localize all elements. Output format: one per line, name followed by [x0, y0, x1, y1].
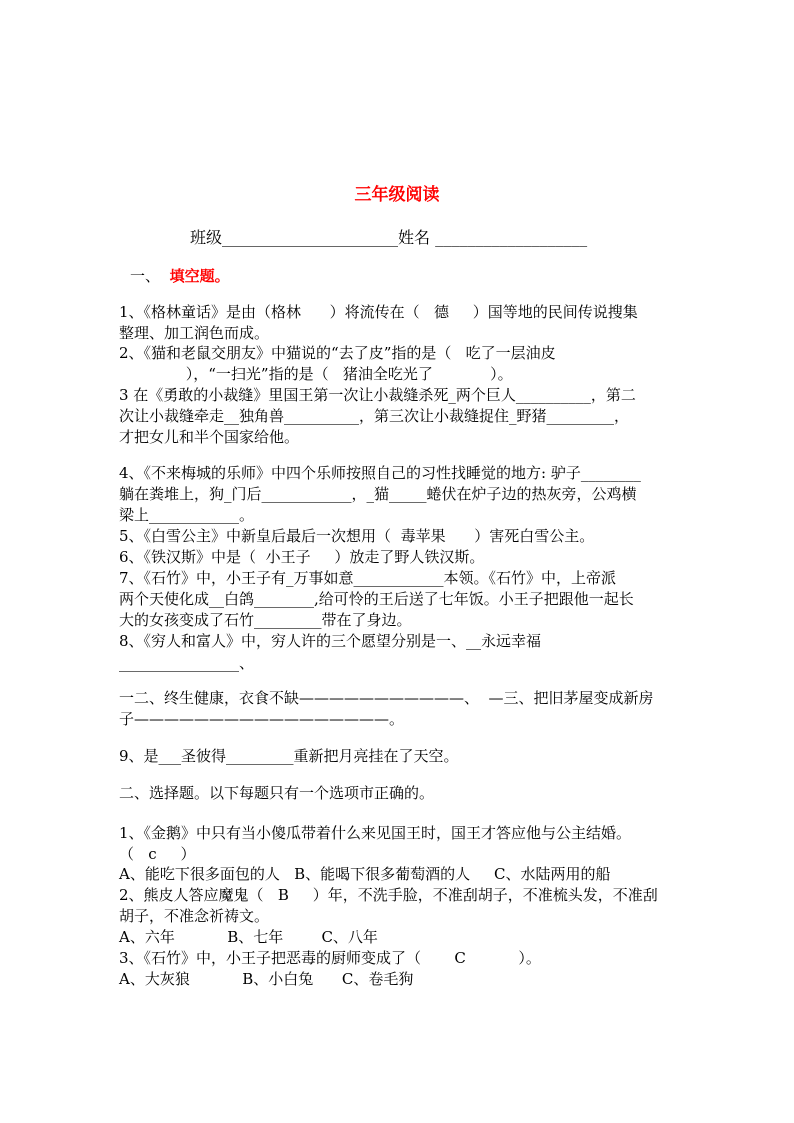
q6-line: 6、《铁汉斯》中是（ 小王子 ）放走了野人铁汉斯。	[119, 548, 485, 566]
q3-line: 3 在《勇敢的小裁缝》里国王第一次让小裁缝杀死_两个巨人__________，第二	[119, 386, 636, 404]
q8-line: 8、《穷人和富人》中，穷人许的三个愿望分别是一、__永远幸福	[119, 632, 542, 650]
q9-line: 9、是___圣彼得_________重新把月亮挂在了天空。	[119, 747, 459, 765]
q8-blank-line: ________________、	[119, 654, 255, 672]
q7-line: 7、《石竹》中，小王子有_万事如意____________本领。《石竹》中，上帝派	[119, 569, 617, 587]
q3-line-end: 才把女儿和半个国家给他。	[119, 428, 300, 446]
section-one-heading	[130, 266, 230, 286]
q1-line-cont: 整理、加工润色而成。	[119, 324, 270, 342]
q5-line: 5、《白雪公主》中新皇后最后一次想用（ 毒苹果 ）害死白雪公主。	[119, 527, 595, 545]
mc1-question: 1、《金鹅》中只有当小傻瓜带着什么来见国王时，国王才答应他与公主结婚。	[119, 824, 632, 842]
q7-line-end: 大的女孩变成了石竹_________带在了身边。	[119, 611, 412, 629]
mc2-question-cont: 胡子，不准念祈祷文。	[119, 907, 270, 925]
mc3-options: A、大灰狼 B、小白兔 C、卷毛狗	[119, 970, 414, 988]
q7-line-cont: 两个天使化成__白鸽________,给可怜的王后送了七年饭。小王子把跟他一起长	[119, 590, 634, 608]
q2-line: 2、《猫和老鼠交朋友》中猫说的“去了皮”指的是（ 吃了一层油皮	[119, 344, 556, 362]
mc3-question: 3、《石竹》中，小王子把恶毒的厨师变成了（ C ）。	[119, 949, 541, 967]
q8-line-end: 子—————————————————。	[119, 710, 405, 728]
section-number: 一、	[130, 267, 161, 285]
mc1-answer: （ c ）	[119, 845, 196, 863]
mc1-options: A、能吃下很多面包的人 B、能喝下很多葡萄酒的人 C、水陆两用的船	[119, 865, 611, 883]
mc2-question: 2、熊皮人答应魔鬼（ B ）年，不洗手脸，不准刮胡子，不准梳头发，不准刮	[119, 886, 658, 904]
q4-line-end: 梁上____________。	[119, 506, 255, 524]
q8-line-cont: 一二、终生健康，衣食不缺———————————、 —三、把旧茅屋变成新房	[119, 689, 654, 707]
q3-line-cont: 次让小裁缝牵走__独角兽__________，第三次让小裁缝捉住_野猪_________，	[119, 407, 630, 425]
page-title: 三年级阅读	[354, 185, 440, 205]
section-label: 填空题。	[169, 267, 230, 285]
section-two-heading: 二、选择题。以下每题只有一个选项市正确的。	[119, 784, 435, 802]
q1-line: 1、《格林童话》是由（格林 ）将流传在（ 德 ）国等地的民间传说搜集	[119, 303, 638, 321]
mc2-options: A、六年 B、七年 C、八年	[119, 928, 378, 946]
q4-line-cont: 躺在粪堆上，狗_门后____________，_猫_____蜷伏在炉子边的热灰旁，公鸡横	[119, 485, 637, 503]
q2-line-cont: ），“一扫光”指的是（ 猪油全吃光了 ）。	[119, 365, 513, 383]
class-name-line: 班级______________________姓名 ___________________	[190, 228, 588, 247]
q4-line: 4、《不来梅城的乐师》中四个乐师按照自己的习性找睡觉的地方: 驴子________	[119, 464, 641, 482]
